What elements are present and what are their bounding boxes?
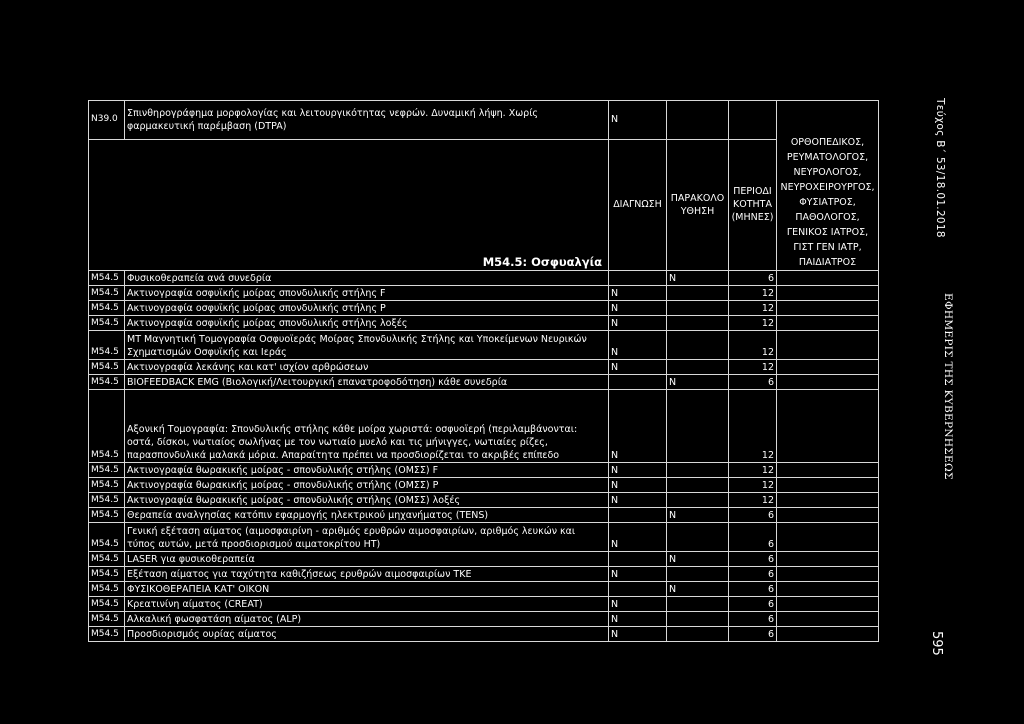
table-row — [89, 331, 879, 360]
period-cell: 6 — [729, 523, 777, 552]
specialty-cell — [777, 271, 879, 286]
table-row — [89, 567, 879, 582]
table-row — [89, 271, 879, 286]
description-cell: LASER για φυσικοθεραπεία — [125, 552, 609, 567]
period-cell: 12 — [729, 390, 777, 463]
specialty-cell — [777, 301, 879, 316]
period-cell: 12 — [729, 331, 777, 360]
followup-cell: N — [667, 508, 729, 523]
specialty-cell — [777, 552, 879, 567]
code-cell: M54.5 — [89, 478, 125, 493]
diagnosis-cell: N — [609, 627, 667, 642]
period-cell: 12 — [729, 463, 777, 478]
diagnosis-cell: N — [609, 360, 667, 375]
specialty-cell — [777, 567, 879, 582]
diagnosis-cell: N — [609, 301, 667, 316]
description-cell: Προσδιορισμός ουρίας αίματος — [125, 627, 609, 642]
diagnosis-cell: N — [609, 101, 667, 140]
diagnosis-cell — [609, 375, 667, 390]
gazette-title: ΕΦΗΜΕΡΙΣ ΤΗΣ ΚΥΒΕΡΝΗΣΕΩΣ — [942, 293, 954, 480]
diagnosis-header: ΔΙΑΓΝΩΣΗ — [609, 139, 667, 270]
description-cell: Ακτινογραφία θωρακικής μοίρας - σπονδυλικής στήλης (ΟΜΣΣ) λοξές — [125, 493, 609, 508]
specialty-cell — [777, 627, 879, 642]
specialty-cell — [777, 390, 879, 463]
diagnosis-cell: N — [609, 390, 667, 463]
followup-cell: N — [667, 552, 729, 567]
followup-cell — [667, 360, 729, 375]
table-row — [89, 360, 879, 375]
description-cell: Σπινθηρογράφημα μορφολογίας και λειτουργικότητας νεφρών. Δυναμική λήψη. Χωρίς φαρμακευτική παρέμβαση (DTPA) — [125, 101, 609, 140]
followup-cell — [667, 316, 729, 331]
description-cell: Εξέταση αίματος για ταχύτητα καθιζήσεως ερυθρών αιμοσφαιρίων ΤΚΕ — [125, 567, 609, 582]
specialty-cell — [777, 597, 879, 612]
code-cell: M54.5 — [89, 286, 125, 301]
description-cell: Ακτινογραφία θωρακικής μοίρας - σπονδυλικής στήλης (ΟΜΣΣ) P — [125, 478, 609, 493]
code-cell: M54.5 — [89, 316, 125, 331]
specialty-cell — [777, 523, 879, 552]
header-row — [89, 139, 879, 270]
period-cell: 6 — [729, 271, 777, 286]
period-header: ΠΕΡΙΟΔΙΚΟΤΗΤΑ (ΜΗΝΕΣ) — [729, 139, 777, 270]
description-cell: Ακτινογραφία οσφυϊκής μοίρας σπονδυλικής στήλης P — [125, 301, 609, 316]
description-cell: ΜΤ Μαγνητική Τομογραφία Οσφυοϊεράς Μοίρας Σπονδυλικής Στήλης και Υποκείμενων Νευρικών Σχηματισμών Οσφυϊκής και Ιεράς — [125, 331, 609, 360]
table-row — [89, 552, 879, 567]
code-cell: M54.5 — [89, 360, 125, 375]
table-row — [89, 597, 879, 612]
period-cell: 12 — [729, 301, 777, 316]
procedures-table — [88, 100, 879, 642]
period-cell: 12 — [729, 286, 777, 301]
followup-cell — [667, 390, 729, 463]
description-cell: Ακτινογραφία θωρακικής μοίρας - σπονδυλικής στήλης (ΟΜΣΣ) F — [125, 463, 609, 478]
followup-cell — [667, 597, 729, 612]
followup-header: ΠΑΡΑΚΟΛΟΥΘΗΣΗ — [667, 139, 729, 270]
specialty-cell — [777, 360, 879, 375]
followup-cell — [667, 612, 729, 627]
period-cell: 6 — [729, 375, 777, 390]
followup-cell — [667, 478, 729, 493]
diagnosis-cell: N — [609, 523, 667, 552]
period-cell: 12 — [729, 493, 777, 508]
table-row — [89, 101, 879, 140]
description-cell: Αξονική Τομογραφία: Σπονδυλικής στήλης κάθε μοίρα χωριστά: οσφυοϊερή (περιλαμβάνονται: οστά, δίσκοι, νωτιαίος σωλήνας με τον νωτιαίο μυελό και τις μήνιγγες, νωτιαίες ρίζες, παρασπονδυλικά μαλακά μόρια. Απαραίτητα πρέπει να προσδιορίζεται το ακριβές επίπεδο — [125, 390, 609, 463]
period-cell — [729, 101, 777, 140]
section-title-cell — [89, 139, 609, 270]
followup-cell — [667, 493, 729, 508]
diagnosis-cell: N — [609, 316, 667, 331]
specialty-cell — [777, 612, 879, 627]
followup-cell — [667, 567, 729, 582]
specialty-cell — [777, 508, 879, 523]
followup-cell — [667, 463, 729, 478]
followup-cell — [667, 523, 729, 552]
specialty-cell — [777, 478, 879, 493]
followup-cell: N — [667, 582, 729, 597]
description-cell: Ακτινογραφία οσφυϊκής μοίρας σπονδυλικής στήλης λοξές — [125, 316, 609, 331]
table-row — [89, 390, 879, 463]
code-cell: M54.5 — [89, 375, 125, 390]
code-cell: M54.5 — [89, 301, 125, 316]
specialty-cell — [777, 286, 879, 301]
code-cell: M54.5 — [89, 612, 125, 627]
period-cell: 6 — [729, 627, 777, 642]
code-cell: M54.5 — [89, 271, 125, 286]
diagnosis-cell — [609, 508, 667, 523]
followup-cell — [667, 627, 729, 642]
description-cell: Ακτινογραφία λεκάνης και κατ' ισχίον αρθρώσεων — [125, 360, 609, 375]
diagnosis-cell: N — [609, 612, 667, 627]
description-cell: BIOFEEDBACK EMG (Βιολογική/Λειτουργική επανατροφοδότηση) κάθε συνεδρία — [125, 375, 609, 390]
table-row — [89, 463, 879, 478]
description-cell: Θεραπεία αναλγησίας κατόπιν εφαρμογής ηλεκτρικού μηχανήματος (TENS) — [125, 508, 609, 523]
specialty-cell — [777, 493, 879, 508]
description-cell: Φυσικοθεραπεία ανά συνεδρία — [125, 271, 609, 286]
code-cell: M54.5 — [89, 390, 125, 463]
code-cell: M54.5 — [89, 627, 125, 642]
diagnosis-cell: N — [609, 493, 667, 508]
table-row — [89, 478, 879, 493]
followup-cell — [667, 331, 729, 360]
period-cell: 12 — [729, 478, 777, 493]
section-title: M54.5: Οσφυαλγία — [482, 255, 602, 269]
period-cell: 6 — [729, 597, 777, 612]
table-row — [89, 508, 879, 523]
followup-cell — [667, 286, 729, 301]
diagnosis-cell — [609, 552, 667, 567]
period-cell: 6 — [729, 612, 777, 627]
code-cell: M54.5 — [89, 463, 125, 478]
followup-cell — [667, 101, 729, 140]
description-cell: Γενική εξέταση αίματος (αιμοσφαιρίνη - αριθμός ερυθρών αιμοσφαιρίων, αριθμός λευκών και τύπος αυτών, μετά προσδιορισμού αιματοκρίτου HT) — [125, 523, 609, 552]
code-cell: M54.5 — [89, 597, 125, 612]
diagnosis-cell: N — [609, 463, 667, 478]
page-number: 595 — [929, 631, 944, 656]
period-cell: 6 — [729, 508, 777, 523]
diagnosis-cell: N — [609, 478, 667, 493]
table-body — [89, 101, 879, 642]
code-cell: M54.5 — [89, 582, 125, 597]
table-row — [89, 523, 879, 552]
followup-cell: N — [667, 375, 729, 390]
diagnosis-cell — [609, 582, 667, 597]
diagnosis-cell: N — [609, 567, 667, 582]
diagnosis-cell: N — [609, 286, 667, 301]
table-row — [89, 301, 879, 316]
followup-cell — [667, 301, 729, 316]
table-row — [89, 286, 879, 301]
description-cell: ΦΥΣΙΚΟΘΕΡΑΠΕΙΑ ΚΑΤ' ΟΙΚΟΝ — [125, 582, 609, 597]
code-cell: N39.0 — [89, 101, 125, 140]
table-row — [89, 493, 879, 508]
specialty-cell — [777, 375, 879, 390]
code-cell: M54.5 — [89, 508, 125, 523]
code-cell: M54.5 — [89, 523, 125, 552]
specialty-cell — [777, 331, 879, 360]
table-row — [89, 316, 879, 331]
followup-cell: N — [667, 271, 729, 286]
issue-label: Τεύχος Β΄ 53/18.01.2018 — [934, 98, 946, 238]
description-cell: Κρεατινίνη αίματος (CREAT) — [125, 597, 609, 612]
description-cell: Ακτινογραφία οσφυϊκής μοίρας σπονδυλικής στήλης F — [125, 286, 609, 301]
specialty-cell — [777, 316, 879, 331]
specialty-cell — [777, 582, 879, 597]
diagnosis-cell: N — [609, 331, 667, 360]
table-row — [89, 375, 879, 390]
period-cell: 6 — [729, 582, 777, 597]
specialties-header: ΟΡΘΟΠΕΔΙΚΟΣ, ΡΕΥΜΑΤΟΛΟΓΟΣ, ΝΕΥΡΟΛΟΓΟΣ, ΝΕΥΡΟΧΕΙΡΟΥΡΓΟΣ, ΦΥΣΙΑΤΡΟΣ, ΠΑΘΟΛΟΓΟΣ, ΓΕΝΙΚΟΣ ΙΑΤΡΟΣ, ΓΙΣΤ ΓΕΝ ΙΑΤΡ, ΠΑΙΔΙΑΤΡΟΣ — [777, 101, 879, 271]
period-cell: 6 — [729, 567, 777, 582]
period-cell: 6 — [729, 552, 777, 567]
code-cell: M54.5 — [89, 567, 125, 582]
description-cell: Αλκαλική φωσφατάση αίματος (ALP) — [125, 612, 609, 627]
code-cell: M54.5 — [89, 552, 125, 567]
period-cell: 12 — [729, 316, 777, 331]
diagnosis-cell — [609, 271, 667, 286]
table-row — [89, 627, 879, 642]
table-row — [89, 582, 879, 597]
specialty-cell — [777, 463, 879, 478]
table-row — [89, 612, 879, 627]
code-cell: M54.5 — [89, 493, 125, 508]
diagnosis-cell: N — [609, 597, 667, 612]
code-cell: M54.5 — [89, 331, 125, 360]
period-cell: 12 — [729, 360, 777, 375]
